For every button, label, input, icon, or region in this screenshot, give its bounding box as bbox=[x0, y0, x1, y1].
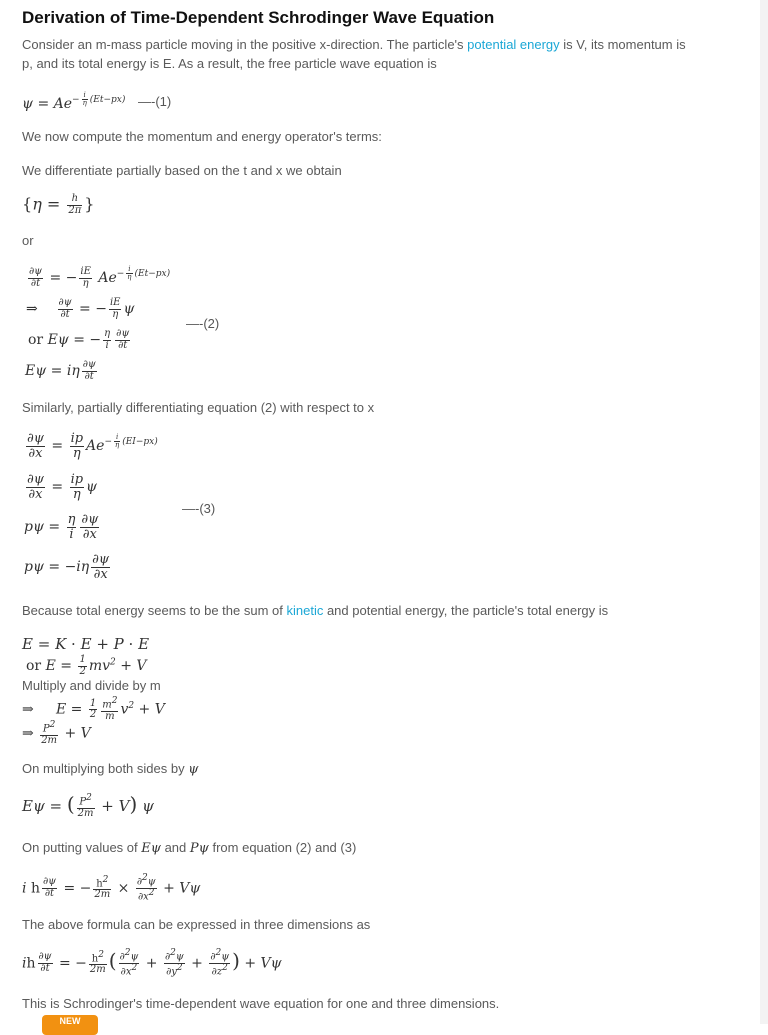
total-energy-text-after: and potential energy, the particle's total energy is bbox=[323, 603, 609, 618]
energy-kinetic-equation: or E = $\frac{1}{2}$ $mv^2 + V$ bbox=[26, 654, 147, 677]
putting-text-after: from equation (2) and (3) bbox=[212, 840, 357, 855]
eq3-line-b: $\frac{\partial\psi}{\partial x}$ = $\frac{ip}{\eta}$ ψ bbox=[27, 472, 98, 502]
eq2-line-c: or Eψ = − $\frac{\eta}{i}$ $\frac{\partial\psi}{\partial t}$ bbox=[28, 328, 130, 351]
psi-symbol: ψ bbox=[188, 762, 199, 777]
energy-momentum-equation: ⇒ $\frac{P^2}{2m}$ + V bbox=[22, 720, 91, 746]
scrollbar[interactable] bbox=[760, 0, 768, 1024]
equation-1: $\psi = Ae^{- \frac{i}{\eta} (Et-px)}$ bbox=[22, 91, 126, 112]
total-energy-text-before: Because total energy seems to be the sum of bbox=[22, 603, 287, 618]
eta-definition: {η = $\frac{h}{2\pi}$ } bbox=[22, 193, 95, 216]
eq2-line-b: ⇒ $\frac{\partial\psi}{\partial t}$ = − $\frac{iE}{\eta}$ ψ bbox=[26, 297, 135, 320]
multiply-both-paragraph bbox=[22, 759, 198, 778]
intro-text-before: Consider an m-mass particle moving in the positive x-direction. The particle's bbox=[22, 37, 468, 52]
eq3-line-c: pψ = $\frac{\eta}{i}$ $\frac{\partial\psi}{\partial x}$ bbox=[24, 512, 99, 542]
potential-energy-link[interactable]: potential energy bbox=[467, 37, 560, 52]
similarly-paragraph: Similarly, partially differentiating equation (2) with respect to x bbox=[22, 400, 375, 415]
p-psi-symbol: Pψ bbox=[189, 841, 209, 856]
total-energy-paragraph bbox=[22, 601, 608, 620]
three-dim-paragraph: The above formula can be expressed in three dimensions as bbox=[22, 917, 371, 932]
equation-2-tag: —-(2) bbox=[186, 316, 220, 331]
eq2-line-d: Eψ = iη $\frac{\partial\psi}{\partial t}$ bbox=[25, 359, 96, 382]
schrodinger-1d-equation: i h $\frac{\partial\psi}{\partial t}$ = − $\frac{h^2}{2m}$ × $\frac{\partial^2\psi}{\partial x^2}$ + Vψ bbox=[22, 873, 201, 903]
or-text: or bbox=[22, 233, 34, 248]
intro-paragraph bbox=[22, 35, 686, 54]
equation-3-tag: —-(3) bbox=[182, 501, 216, 516]
putting-paragraph bbox=[22, 838, 356, 857]
eq3-line-a: $\frac{\partial\psi}{\partial x}$ = $\frac{ip}{\eta}$ $Ae^{- \frac{i}{\eta} (EI-px)}$ bbox=[27, 431, 158, 461]
new-badge[interactable]: NEW bbox=[42, 1015, 98, 1035]
eq3-line-d: pψ = −iη $\frac{\partial\psi}{\partial x}$ bbox=[24, 552, 110, 582]
energy-sum-equation: E = K · E + P · E bbox=[22, 635, 150, 653]
putting-text-and: and bbox=[164, 840, 187, 855]
differentiate-paragraph: We differentiate partially based on the t and x we obtain bbox=[22, 163, 342, 178]
multiply-paragraph: Multiply and divide by m bbox=[22, 678, 161, 693]
equation-1-tag: —-(1) bbox=[138, 94, 172, 109]
schrodinger-3d-equation: ih $\frac{\partial\psi}{\partial t}$ = − $\frac{h^2}{2m}$ ( $\frac{\partial^2\psi}{\partial x^2}$ + $\frac{\partial^2\psi}{\partial y^2}$ + $\frac{\partial^2\psi}{\partial z^2}$ ) + Vψ bbox=[22, 948, 282, 978]
page-title: Derivation of Time-Dependent Schrodinger Wave Equation bbox=[22, 8, 495, 27]
kinetic-link[interactable]: kinetic bbox=[286, 603, 324, 618]
putting-text-before: On putting values of bbox=[22, 840, 138, 855]
multiply-both-text: On multiplying both sides by bbox=[22, 761, 185, 776]
e-psi-symbol: Eψ bbox=[141, 841, 161, 856]
intro-text-after: is V, its momentum is bbox=[559, 37, 686, 52]
compute-paragraph: We now compute the momentum and energy operator's terms: bbox=[22, 129, 382, 144]
eq2-line-a: $\frac{\partial\psi}{\partial t}$ = − $\frac{iE}{\eta}$ $Ae^{- \frac{i}{\eta} (Et-px)}$ bbox=[29, 265, 171, 289]
conclusion-paragraph: This is Schrodinger's time-dependent wave equation for one and three dimensions. bbox=[22, 996, 500, 1011]
intro-paragraph-line2: p, and its total energy is E. As a result, the free particle wave equation is bbox=[22, 56, 437, 71]
energy-psi-equation: Eψ = ( $\frac{P^2}{2m}$ + V) ψ bbox=[22, 792, 154, 820]
energy-mass-equation: ⇒ E = $\frac{1}{2}$ $\frac{m^2}{m}$ $v^2 + V$ bbox=[22, 696, 165, 722]
